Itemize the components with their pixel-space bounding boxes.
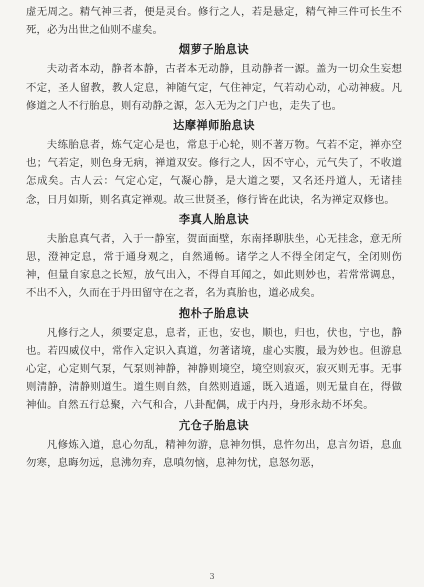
section-damo xyxy=(26,117,402,209)
section-title: 亢仓子胎息诀 xyxy=(178,418,250,432)
page-number: 3 xyxy=(209,572,215,581)
section-title: 烟萝子胎息诀 xyxy=(178,43,250,57)
section-kangcangzi xyxy=(26,417,402,472)
section-paragraph: 夫动者本动，静者本静，古者本无动静，且动静者一源。盖为一切众生妄想不定，圣人留教，教人定息，神随气定，气住神定，气若动心动，心动神疲。凡修道之人不行胎息，则有动静之源，怎入无为之门户也，走失了也。 xyxy=(26,63,402,112)
section-paragraph: 凡修行之人，须要定息，息者，正也，安也，顺也，归也，伏也，宁也，静也。若四威仪中，常作入定识入真道，勿著诸境，虚心实腹，最为妙也。但游息心定，心定则气泵，气泵则神静，神静则境空，境空则寂灭，寂灭则无事。无事则清静，清静则道生。道生则自然，自然则逍遥，既入逍遥，则无量自在，得做神仙。自然五行总聚，六气和合，八卦配偶，成于内丹，身形永劫不坏矣。 xyxy=(26,326,402,412)
section-baopuzi xyxy=(26,305,402,415)
section-paragraph: 夫胎息真气者，入于一静室，贺面面壁，东南择聊肤坐，心无挂念，意无所思，澄神定息，常于通身观之，自然通畅。诸学之人不得全闭定气，全闭则伤神，但量自家息之长短，放气出入，不得自耳闻之，如此则妙也，若常常调息，不出不入，久而在于丹田留守在之者，名为真胎也，道必成矣。 xyxy=(26,232,402,300)
section-paragraph: 凡修炼入道，息心勿乱，精神勿游，息神勿惧，息忤勿出，息言勿语，息血勿寒，息晦勿远，息沸勿弃，息嗔勿恼，息神勿忧，息怒勿恶， xyxy=(26,438,402,469)
section-paragraph: 夫练胎息者，炼气定心是也，常息于心轮，则不著万物。气若不定，禅亦空也；气若定，则色身无病，禅道双安。修行之人，因不守心，元气失了，不收道怎成矣。古人云：气定心定，气凝心静，是大道之要，又名还丹道人，无诸挂念，日月如斯，则名真定禅观。故三世贤圣，修行皆在此诀，名为禅定双修也。 xyxy=(26,139,402,206)
section-li-zhenren xyxy=(26,211,402,303)
section-title: 抱朴子胎息诀 xyxy=(178,306,250,320)
section-yanluozi xyxy=(26,41,402,115)
intro-paragraph: 虚无周之。精气神三者，便是灵台。修行之人，若是悬定，精气神三件可长生不死，必为出世之仙则不虚矣。 xyxy=(26,6,402,37)
section-title: 李真人胎息诀 xyxy=(178,212,250,226)
section-title: 达摩禅师胎息诀 xyxy=(173,119,255,133)
